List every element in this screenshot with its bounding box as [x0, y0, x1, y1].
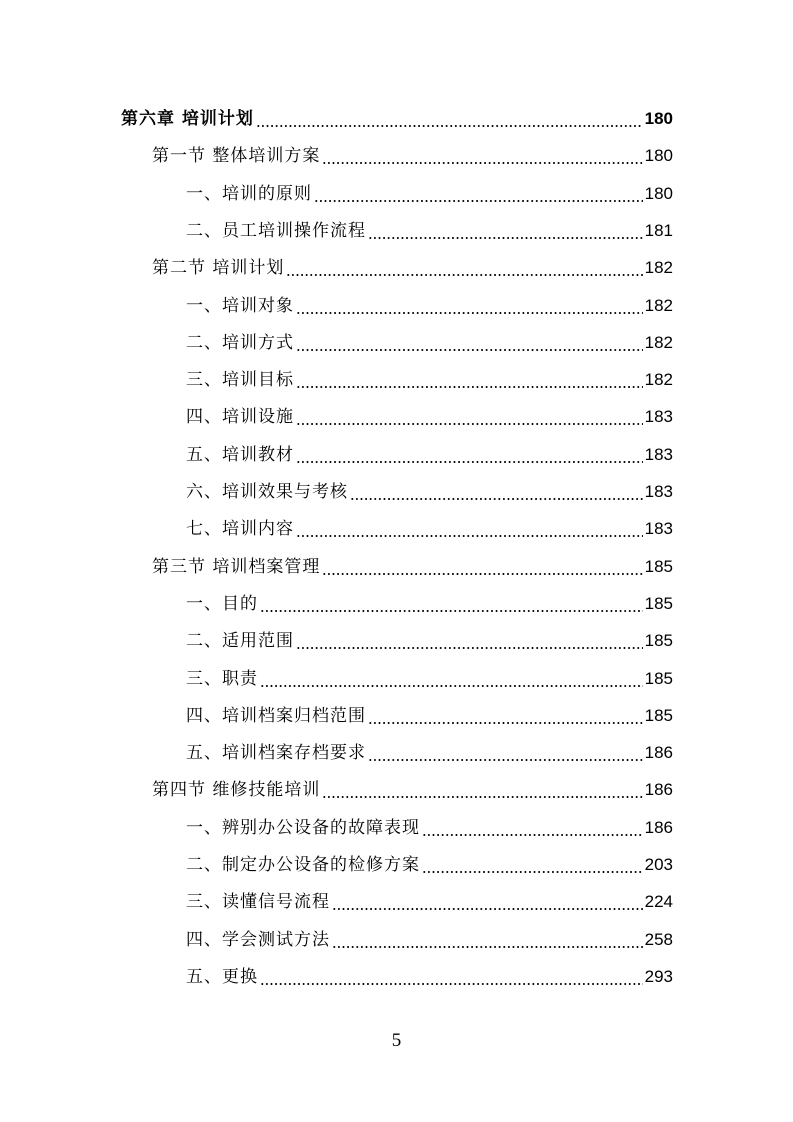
toc-entry-title: 第一节 整体培训方案: [152, 146, 321, 167]
toc-dot-leader: [332, 945, 643, 949]
toc-entry-page: 180: [644, 109, 673, 128]
toc-dot-leader: [322, 795, 642, 799]
toc-item-entry[interactable]: [186, 703, 673, 729]
toc-entry-title: 六、培训效果与考核: [186, 482, 348, 502]
toc-entry-title: 三、培训目标: [186, 370, 294, 391]
toc-entry-page: 183: [644, 444, 673, 464]
toc-dot-leader: [296, 460, 643, 464]
toc-dot-leader: [260, 982, 643, 986]
toc-entry-page: 224: [644, 892, 673, 912]
toc-entry-title: 四、学会测试方法: [186, 929, 330, 950]
toc-dot-leader: [368, 236, 643, 240]
toc-entry-page: 293: [644, 966, 673, 986]
toc-dot-leader: [296, 646, 643, 650]
toc-section-entry[interactable]: [152, 143, 673, 169]
toc-entry-page: 185: [644, 668, 673, 688]
toc-entry-title: 一、辨别办公设备的故障表现: [186, 817, 420, 838]
toc-dot-leader: [314, 199, 643, 203]
toc-entry-title: 一、培训对象: [186, 295, 294, 316]
toc-section-entry[interactable]: [152, 255, 673, 281]
toc-item-entry[interactable]: [186, 927, 673, 953]
toc-entry-page: 183: [644, 519, 673, 539]
toc-entry-title: 四、培训档案归档范围: [186, 705, 366, 726]
toc-item-entry[interactable]: [186, 852, 673, 878]
toc-dot-leader: [260, 684, 643, 688]
toc-entry-page: 258: [644, 929, 673, 949]
toc-item-entry[interactable]: [186, 218, 673, 244]
toc-entry-title: 第三节 培训档案管理: [152, 556, 321, 577]
toc-item-entry[interactable]: [186, 889, 673, 915]
toc-entry-page: 185: [644, 705, 673, 725]
toc-entry-title: 三、职责: [186, 668, 258, 689]
page-number: 5: [391, 1030, 402, 1051]
toc-entry-page: 185: [644, 631, 673, 651]
toc-item-entry[interactable]: [186, 330, 673, 356]
toc-item-entry[interactable]: [186, 964, 673, 990]
toc-section-entry[interactable]: [152, 554, 673, 580]
toc-entry-page: 186: [644, 743, 673, 763]
toc-dot-leader: [296, 422, 643, 426]
toc-entry-page: 181: [644, 220, 673, 240]
toc-entry-page: 185: [644, 556, 673, 576]
toc-entry-title: 二、培训方式: [186, 332, 294, 353]
toc-item-entry[interactable]: [186, 815, 673, 841]
toc-dot-leader: [256, 124, 643, 128]
toc-entry-page: 182: [644, 295, 673, 315]
toc-item-entry[interactable]: [186, 628, 673, 654]
toc-entry-page: 183: [644, 482, 673, 501]
toc-entry-title: 四、培训设施: [186, 407, 294, 428]
toc-item-entry[interactable]: [186, 367, 673, 393]
toc-entry-page: 182: [644, 332, 673, 352]
toc-entry-title: 五、培训教材: [186, 444, 294, 465]
toc-entry-title: 第四节 维修技能培训: [152, 780, 321, 801]
toc-entry-title: 七、培训内容: [186, 519, 294, 540]
toc-entry-page: 180: [644, 146, 673, 166]
toc-entry-title: 五、培训档案存档要求: [186, 743, 366, 764]
toc-dot-leader: [296, 534, 643, 538]
toc-item-entry[interactable]: [186, 293, 673, 319]
toc-dot-leader: [422, 833, 643, 837]
toc-entry-page: 180: [644, 183, 673, 203]
toc-section-entry[interactable]: [152, 777, 673, 803]
toc-dot-leader: [296, 385, 643, 389]
toc-dot-leader: [368, 758, 643, 762]
toc-entry-title: 二、制定办公设备的检修方案: [186, 855, 420, 875]
toc-dot-leader: [332, 907, 643, 911]
toc-dot-leader: [286, 273, 642, 277]
toc-entry-title: 一、目的: [186, 593, 258, 614]
toc-entry-title: 三、读懂信号流程: [186, 892, 330, 913]
toc-item-entry[interactable]: [186, 666, 673, 692]
toc-dot-leader: [368, 721, 643, 725]
toc-dot-leader: [296, 348, 643, 352]
toc-entry-page: 203: [644, 855, 673, 874]
toc-entry-page: 182: [644, 258, 673, 278]
toc-entry-title: 一、培训的原则: [186, 183, 312, 204]
toc-item-entry[interactable]: [186, 442, 673, 468]
toc-entry-title: 二、员工培训操作流程: [186, 220, 366, 241]
toc-entry-title: 五、更换: [186, 966, 258, 987]
toc-entry-page: 183: [644, 407, 673, 427]
toc-entry-page: 186: [644, 780, 673, 800]
toc-entry-page: 185: [644, 593, 673, 613]
toc-dot-leader: [322, 572, 642, 576]
toc-entry-page: 186: [644, 817, 673, 837]
toc-item-entry[interactable]: [186, 591, 673, 617]
toc-dot-leader: [422, 870, 643, 874]
toc-item-entry[interactable]: [186, 740, 673, 766]
toc-item-entry[interactable]: [186, 479, 673, 505]
toc-entry-page: 182: [644, 370, 673, 390]
toc-item-entry[interactable]: [186, 181, 673, 207]
toc-chapter-entry[interactable]: [121, 106, 673, 132]
toc-dot-leader: [322, 161, 642, 165]
toc-item-entry[interactable]: [186, 516, 673, 542]
toc-item-entry[interactable]: [186, 404, 673, 430]
toc-dot-leader: [350, 497, 643, 501]
toc-entry-title: 第六章 培训计划: [121, 109, 254, 129]
toc-dot-leader: [296, 311, 643, 315]
toc-entry-title: 二、适用范围: [186, 631, 294, 652]
toc-entry-title: 第二节 培训计划: [152, 258, 285, 279]
toc-dot-leader: [260, 609, 643, 613]
